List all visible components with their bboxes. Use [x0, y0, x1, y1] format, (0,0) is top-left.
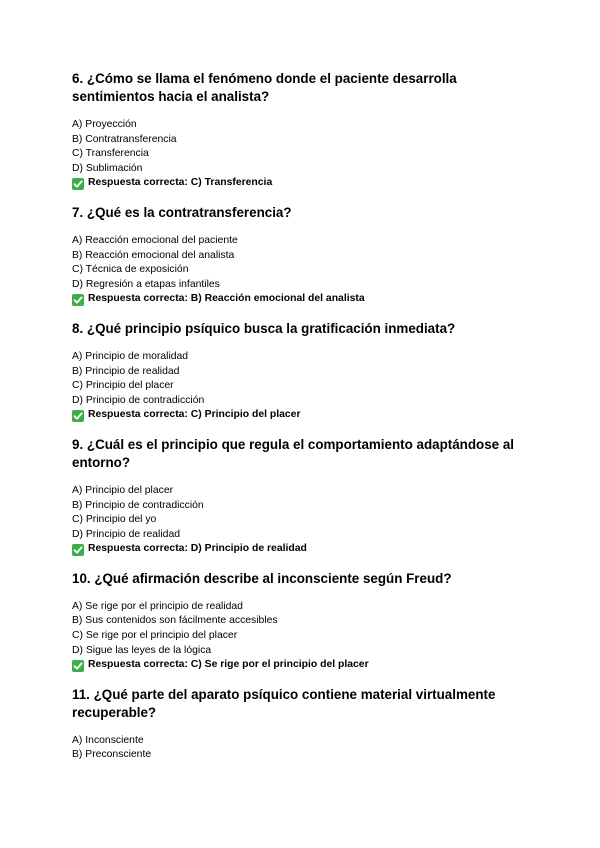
answer-text: Respuesta correcta: C) Principio del placer: [88, 409, 301, 421]
question-title: 11. ¿Qué parte del aparato psíquico contiene material virtualmente recuperable?: [72, 686, 496, 720]
question-8: [72, 320, 542, 423]
option-d: D) Principio de realidad: [72, 528, 181, 540]
check-icon: [72, 544, 84, 556]
check-icon: [72, 410, 84, 422]
answer-text: Respuesta correcta: B) Reacción emocional del analista: [88, 293, 365, 305]
answer-text: Respuesta correcta: C) Se rige por el principio del placer: [88, 659, 369, 671]
option-c: C) Principio del yo: [72, 514, 157, 526]
option-b: B) Sus contenidos son fácilmente accesibles: [72, 615, 278, 627]
option-a: A) Se rige por el principio de realidad: [72, 600, 243, 612]
correct-answer: [72, 658, 542, 673]
option-b: B) Principio de realidad: [72, 365, 180, 377]
correct-answer: [72, 408, 542, 423]
option-a: A) Reacción emocional del paciente: [72, 234, 238, 246]
question-7: [72, 204, 542, 307]
question-title: 6. ¿Cómo se llama el fenómeno donde el paciente desarrolla sentimientos hacia el analista?: [72, 71, 457, 104]
question-title: 9. ¿Cuál es el principio que regula el comportamiento adaptándose al entorno?: [72, 436, 514, 470]
option-b: B) Principio de contradicción: [72, 499, 204, 511]
option-c: C) Transferencia: [72, 148, 149, 160]
answer-text: Respuesta correcta: C) Transferencia: [88, 177, 273, 189]
option-c: C) Técnica de exposición: [72, 264, 189, 276]
option-a: A) Principio de moralidad: [72, 350, 189, 362]
document-page: [72, 70, 542, 776]
question-title: 8. ¿Qué principio psíquico busca la gratificación inmediata?: [72, 320, 456, 336]
check-icon: [72, 660, 84, 672]
option-a: A) Principio del placer: [72, 484, 174, 496]
check-icon: [72, 294, 84, 306]
check-icon: [72, 178, 84, 190]
question-10: [72, 570, 542, 673]
option-d: D) Regresión a etapas infantiles: [72, 278, 220, 290]
question-6: [72, 70, 542, 191]
option-b: B) Preconsciente: [72, 749, 152, 761]
option-d: D) Sublimación: [72, 162, 143, 174]
correct-answer: [72, 542, 542, 557]
option-c: C) Principio del placer: [72, 380, 174, 392]
correct-answer: [72, 292, 542, 307]
question-title: 7. ¿Qué es la contratransferencia?: [72, 204, 292, 220]
correct-answer: [72, 176, 542, 191]
question-11: [72, 686, 542, 763]
option-b: B) Contratransferencia: [72, 133, 177, 145]
option-d: D) Sigue las leyes de la lógica: [72, 644, 212, 656]
question-title: 10. ¿Qué afirmación describe al inconsciente según Freud?: [72, 570, 452, 586]
question-9: [72, 436, 542, 557]
option-c: C) Se rige por el principio del placer: [72, 630, 238, 642]
option-b: B) Reacción emocional del analista: [72, 249, 235, 261]
option-a: A) Inconsciente: [72, 734, 144, 746]
option-a: A) Proyección: [72, 119, 137, 130]
option-d: D) Principio de contradicción: [72, 394, 205, 406]
answer-text: Respuesta correcta: D) Principio de realidad: [88, 543, 307, 555]
